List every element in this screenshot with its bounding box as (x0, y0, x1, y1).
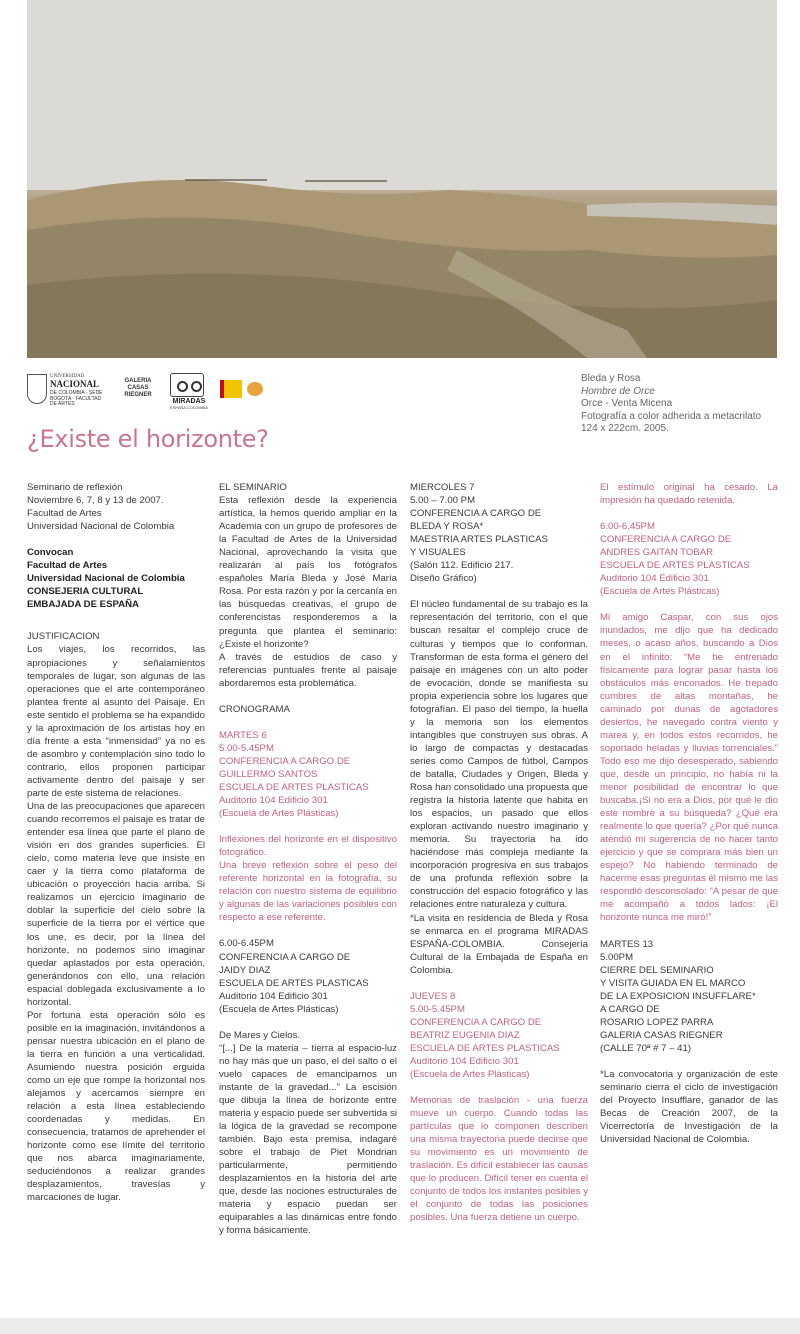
event-description: Memorias de traslación - una fuerza mueve un cuerpo. Cuando todas las partículas que lo componen describen una misma trayectoria puede decirse que su movimiento es un movimiento de traslación. Es difícil establecer las causas que lo producen. Difícil tener en cuenta el conjunto de todos los instantes posibles y el conjunto de todas las posiciones posibles. Una fuerza detiene un cuerpo. (410, 1095, 588, 1224)
caption-line: 124 x 222cm. 2005. (581, 423, 669, 434)
column-1 (27, 481, 205, 1204)
galeria-logo: GALERIA CASAS RIEGNER (124, 378, 152, 398)
cronograma-heading: CRONOGRAMA (219, 703, 290, 715)
page-title: ¿Existe el horizonte? (27, 425, 269, 453)
event-line: (Salón 112. Edificio 217. (410, 560, 514, 572)
event-subtitle: Inflexiones del horizonte en el dispositivo fotográfico. (219, 834, 397, 859)
event-line: BLEDA Y ROSA* (410, 521, 484, 533)
event-line: ESCUELA DE ARTES PLASTICAS (219, 977, 369, 989)
seminario-paragraph: A través de estudios de caso y referencias puntuales frente al paisaje abordaremos esta problemática. (219, 651, 397, 689)
event-description: Mi amigo Caspar, con sus ojos inundados, me dijo que ha dedicado meses, o acaso años, buscando a Dios en el infinito: “Me he entrenado físicamente para lograr pasar hasta los obstáculos más enconados. He trepado cumbres de altas montañas, he caminado por dunas de agotadores desiertos, he navegado contra viento y marea y, en todos estos recorridos, he soportado heladas y lluvias torrenciales.” Todo eso me dijo desesperado, sabiendo que, desde un principio, no había ni la menor posibilidad de encontrar lo que buscaba.¡Si no era a Dios, por qué le dio este nombre a su búsqueda? ¿Qué era realmente lo que quería? ¿Por qué nunca atendió mi sugerencia de no hacer tanto ejercicio y que se comprara más bien un espejo? No habiendo terminado de hacerme esas preguntas él mismo me las respondió desconsolado: “A pesar de que me acompañó a todos lados: ¡El horizonte nunca me miró!” (600, 612, 778, 924)
event-line: ESCUELA DE ARTES PLASTICAS (219, 781, 369, 793)
event-line: ROSARIO LOPEZ PARRA (600, 1016, 714, 1028)
event-line: JAIDY DIAZ (219, 964, 271, 976)
event-line: (Escuela de Artes Plásticas) (410, 1069, 530, 1081)
justificacion-paragraph: Una de las preocupaciones que aparecen cuando recorremos el paisaje es tratar de entender esa línea que parte el plano de visión en dos grandes superficies. El cielo, como materia leve que insiste en caer y la tierra como plataforma de ubicación o proyección hacia arriba. Si realizamos un ejercicio imaginario de doblar la superficie del cielo sobre la superficie de la tierra por el vértice que los une, es decir, por la línea del horizonte, no podemos sino imaginar quedar aplastados por esta operación, generándonos con ello, una relación espacial doblegada exclusivamente a lo horizontal. (27, 801, 205, 1008)
spain-government-logo (220, 380, 242, 398)
event-line: CONFERENCIA A CARGO DE (219, 951, 351, 963)
caption-line: Fotografía a color adherida a metacrilato (581, 410, 762, 422)
event-line: Auditorio 104 Edificio 301 (600, 573, 709, 585)
miradas-logo-text: MIRADAS (172, 398, 206, 405)
unal-logo-line3: DE COLOMBIA · SEDE BOGOTÁ · FACULTAD DE ARTES (50, 390, 103, 407)
event-line: Auditorio 104 Edificio 301 (219, 795, 328, 807)
event-line: GUILLERMO SANTOS (219, 768, 318, 780)
column-3 (410, 481, 588, 1225)
event-line: Y VISITA GUIADA EN EL MARCO (600, 977, 746, 989)
event-description: El estímulo original ha cesado. La impresión ha quedado retenida. (600, 482, 778, 507)
event-line: (Escuela de Artes Plásticas) (219, 1003, 339, 1015)
miradas-logo (170, 373, 208, 411)
event-line: 5.00-5.45PM (410, 1003, 465, 1015)
event-line: MAESTRIA ARTES PLASTICAS (410, 534, 548, 546)
event-subtitle: De Mares y Cielos. (219, 1029, 301, 1041)
event-line: 5.00-5.45PM (219, 742, 274, 754)
event-line: CONFERENCIA A CARGO DE (410, 508, 542, 520)
event-line: (Escuela de Artes Plásticas) (219, 808, 339, 820)
bleda-rosa-note: *La visita en residencia de Bleda y Rosa se enmarca en el programa MIRADAS ESPAÑA-COLOMBIA. Consejería Cultural de la Embajada de España en Colombia. (410, 912, 588, 976)
event-line: (Escuela de Artes Plásticas) (600, 586, 720, 598)
event-line: (CALLE 70ª # 7 – 41) (600, 1042, 692, 1054)
justificacion-paragraph: Por fortuna esta operación sólo es posible en la imaginación, invitándonos a pensar nuestra ubicación en el plano de la tierra en función a una verticalidad. Asumiendo nuestra posición erguida como un eje que rompe la horizontal nos alejamos y acercamos siempre en relación a esta línea estableciendo coordenadas y medidas. En consecuencia, tratamos de aprehender el horizonte como ese límite del territorio que nos abarca imaginariamente, seduciéndonos a realizar grandes desplazamientos, travesías y marcaciones de lugar. (27, 1009, 205, 1204)
unal-logo-line2: NACIONAL (50, 379, 100, 389)
event-line: JUEVES 8 (410, 990, 456, 1002)
event-line: CIERRE DEL SEMINARIO (600, 964, 714, 976)
seminario-heading: EL SEMINARIO (219, 482, 287, 493)
event-description: “[...] De la materia – tierra al espacio-luz no hay más que un paso, el del salto o el vuelo capaces de emanciparnos un instante de la gravedad...” La escisión que dibuja la línea de horizonte entre materia y espacio puede ser subvertida si la lógica de la gravedad se recompone también. Bajo esta premisa, indagaré sobre el trabajo de Piet Mondrian particularmente, permitiendo desplazamientos en la historia del arte que, desde las nociones estructurales de materia y espacio puedan ser equiparables a las dinámicas entre fondo y forma básicamente. (219, 1042, 397, 1237)
bottom-bar (0, 1318, 800, 1334)
event-line: 5.00 – 7.00 PM (410, 495, 476, 507)
justificacion-paragraph: Los viajes, los recorridos, las apropiaciones y señalamientos temporales de lugar, son algunas de las operaciones que el arte contemporáneo plantea frente al asunto del Paisaje. En este sentido el problema se ha expandido y la aproximación de los artistas hoy en día frente a esta “inmensidad” ya no es de asombro y contemplación sino todo lo contrario, ellos proponen participar activamente dentro del paisaje y ser parte de este sistema de relaciones. (27, 644, 205, 799)
event-line: GALERIA CASAS RIEGNER (600, 1029, 723, 1041)
landscape-illustration (27, 0, 777, 358)
shield-icon (27, 374, 47, 404)
eyes-icon (170, 373, 204, 397)
event-line: MARTES 6 (219, 729, 267, 741)
bleda-rosa-paragraph: El núcleo fundamental de su trabajo es la representación del territorio, con el que buscan resaltar el complejo cruce de culturas y tiempos que lo conforman. Transforman de esta forma el género del paisaje en imágenes con un alto poder de evocación, donde se manifiesta su propia experiencia sobre los lugares que fotografían. El paso del tiempo, la huella y la memoria son los elementos intangibles que construyen sus obras. A lo largo de compactas y destacadas series como Campos de fútbol, Campos de batalla, Ciudades y Origen, Bleda y Rosa han consolidado una propuesta que registra la historia latente que habita en los espacios, un pasado que ellos exploran activando nuestro imaginario y memoria. Su trayectoria ha ido haciéndose más compleja mediante la incorporación progresiva en sus trabajos de una profunda reflexión sobre la construcción del espacio fotográfico y las relaciones entre naturaleza y cultura. (410, 599, 588, 911)
event-line: MIERCOLES 7 (410, 482, 475, 493)
unal-logo-line1: UNIVERSIDAD (50, 374, 85, 379)
convocan-line: CONSEJERIA CULTURAL (27, 586, 144, 598)
event-line: A CARGO DE (600, 1003, 660, 1015)
caption-line: Bleda y Rosa (581, 373, 641, 384)
event-line: CONFERENCIA A CARGO DE (600, 534, 732, 546)
intro-line: Noviembre 6, 7, 8 y 13 de 2007. (27, 495, 164, 507)
convocan-heading: Convocan (27, 547, 74, 559)
justificacion-heading: JUSTIFICACION (27, 631, 100, 643)
landscape-photo (27, 0, 777, 358)
event-line: 6.00-6.45PM (219, 938, 274, 950)
convocan-line: EMBAJADA DE ESPAÑA (27, 599, 139, 611)
event-line: ESCUELA DE ARTES PLASTICAS (410, 1042, 560, 1054)
footnote: *La convocatoria y organización de este seminario cierra el ciclo de investigación del Proyecto Insufflare, ganador de las Becas de Creación 2007, de la Vicerrectoría de Investigación de la Universidad Nacional de Colombia. (600, 1068, 778, 1146)
event-line: MARTES 13 (600, 938, 654, 950)
photo-caption (581, 373, 761, 436)
unal-logo (27, 372, 109, 412)
event-line: Auditorio 104 Edificio 301 (219, 990, 328, 1002)
event-line: BEATRIZ EUGENIA DIAZ (410, 1029, 520, 1041)
event-description: Una breve reflexión sobre el peso del referente horizontal en la fotografía, su relación con nuestro sistema de equilibrio y algunas de las variaciones posibles con respecto a ese referente. (219, 860, 397, 924)
event-line: 5.00PM (600, 951, 634, 963)
event-line: ESCUELA DE ARTES PLASTICAS (600, 560, 750, 572)
seminario-paragraph: Esta reflexión desde la experiencia artística, la hemos querido ampliar en la Academia con un grupo de profesores de la Facultad de Artes de la Universidad Nacional, aprovechando la visita que realizarán al país los fotógrafos españoles María Bleda y José María Rosa. Por esta razón y por la cercanía en las búsquedas creativas, el grupo de conferencistas responderemos a la pregunta que plantea el seminario: ¿Existe el horizonte? (219, 495, 397, 650)
event-line: Diseño Gráfico) (410, 573, 477, 585)
caption-line: Hombre de Orce (581, 385, 655, 397)
convocan-line: Facultad de Artes (27, 560, 108, 572)
miradas-logo-sub: ESPAÑA COLOMBIA (170, 405, 208, 410)
event-line: CONFERENCIA A CARGO DE (410, 1016, 542, 1028)
event-line: DE LA EXPOSICION INSUFFLARE* (600, 990, 756, 1002)
event-line: CONFERENCIA A CARGO DE (219, 755, 351, 767)
column-2 (219, 481, 397, 1237)
event-line: Y VISUALES (410, 547, 466, 559)
convocan-line: Universidad Nacional de Colombia (27, 573, 185, 585)
caption-line: Orce - Venta Micena (581, 398, 673, 409)
intro-line: Seminario de reflexión (27, 482, 123, 493)
event-line: ANDRES GAITAN TOBAR (600, 547, 714, 559)
sponsor-logos (27, 372, 287, 412)
event-line: 6.00-6.45PM (600, 521, 655, 533)
event-line: Auditorio 104 Edificio 301 (410, 1055, 519, 1067)
column-4 (600, 481, 778, 1146)
aecid-logo (247, 382, 263, 396)
intro-line: Facultad de Artes (27, 508, 102, 520)
intro-line: Universidad Nacional de Colombia (27, 521, 175, 533)
